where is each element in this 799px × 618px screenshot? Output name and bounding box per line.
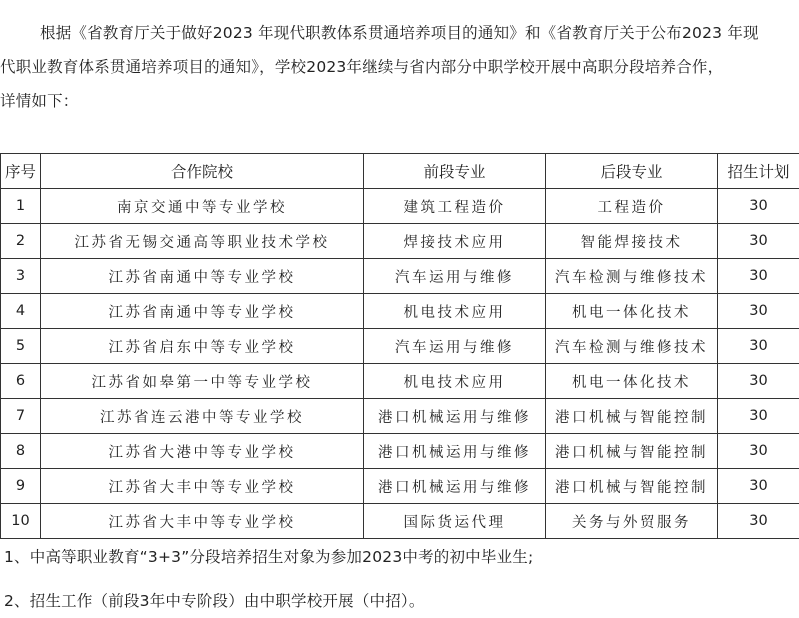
cell-school: 江苏省如皋第一中等专业学校 xyxy=(41,364,364,399)
intro-line-3: 详情如下： xyxy=(0,92,79,110)
table-row xyxy=(1,434,799,469)
header-back-major: 后段专业 xyxy=(546,154,718,189)
cell-school: 江苏省连云港中等专业学校 xyxy=(41,399,364,434)
cell-school: 江苏省南通中等专业学校 xyxy=(41,294,364,329)
cell-no: 9 xyxy=(1,469,41,504)
cell-front-major: 港口机械运用与维修 xyxy=(364,434,546,469)
cell-plan: 30 xyxy=(718,329,799,364)
cell-no: 7 xyxy=(1,399,41,434)
cell-back-major: 关务与外贸服务 xyxy=(546,504,718,539)
header-front-major: 前段专业 xyxy=(364,154,546,189)
header-school: 合作院校 xyxy=(41,154,364,189)
cell-no: 2 xyxy=(1,224,41,259)
cooperation-table xyxy=(0,153,799,539)
table-row xyxy=(1,224,799,259)
header-no: 序号 xyxy=(1,154,41,189)
cell-no: 8 xyxy=(1,434,41,469)
cell-plan: 30 xyxy=(718,224,799,259)
cell-plan: 30 xyxy=(718,399,799,434)
cell-front-major: 汽车运用与维修 xyxy=(364,329,546,364)
cell-plan: 30 xyxy=(718,259,799,294)
table-row xyxy=(1,329,799,364)
cell-back-major: 机电一体化技术 xyxy=(546,364,718,399)
cell-school: 江苏省南通中等专业学校 xyxy=(41,259,364,294)
cell-school: 江苏省大丰中等专业学校 xyxy=(41,504,364,539)
cell-school: 江苏省大丰中等专业学校 xyxy=(41,469,364,504)
cell-front-major: 建筑工程造价 xyxy=(364,189,546,224)
cell-back-major: 机电一体化技术 xyxy=(546,294,718,329)
cell-plan: 30 xyxy=(718,469,799,504)
cell-plan: 30 xyxy=(718,294,799,329)
cell-school: 南京交通中等专业学校 xyxy=(41,189,364,224)
cell-no: 1 xyxy=(1,189,41,224)
cell-front-major: 港口机械运用与维修 xyxy=(364,399,546,434)
note-1: 1、中高等职业教育“3+3”分段培养招生对象为参加2023中考的初中毕业生; xyxy=(4,548,534,566)
cell-front-major: 焊接技术应用 xyxy=(364,224,546,259)
cell-no: 4 xyxy=(1,294,41,329)
cell-back-major: 工程造价 xyxy=(546,189,718,224)
cell-no: 10 xyxy=(1,504,41,539)
table-row xyxy=(1,504,799,539)
cell-back-major: 港口机械与智能控制 xyxy=(546,469,718,504)
cell-back-major: 汽车检测与维修技术 xyxy=(546,329,718,364)
cell-no: 6 xyxy=(1,364,41,399)
table-row xyxy=(1,259,799,294)
cell-school: 江苏省大港中等专业学校 xyxy=(41,434,364,469)
cell-back-major: 港口机械与智能控制 xyxy=(546,434,718,469)
cell-no: 5 xyxy=(1,329,41,364)
cell-school: 江苏省启东中等专业学校 xyxy=(41,329,364,364)
cell-plan: 30 xyxy=(718,434,799,469)
cell-plan: 30 xyxy=(718,504,799,539)
intro-line-1: 根据《省教育厅关于做好2023 年现代职教体系贯通培养项目的通知》和《省教育厅关于公布2023 年现 xyxy=(40,24,759,42)
cell-front-major: 汽车运用与维修 xyxy=(364,259,546,294)
table-row xyxy=(1,364,799,399)
cell-back-major: 汽车检测与维修技术 xyxy=(546,259,718,294)
table-row xyxy=(1,399,799,434)
note-2: 2、招生工作（前段3年中专阶段）由中职学校开展（中招）。 xyxy=(4,592,425,610)
cell-back-major: 智能焊接技术 xyxy=(546,224,718,259)
cell-school: 江苏省无锡交通高等职业技术学校 xyxy=(41,224,364,259)
table-row xyxy=(1,189,799,224)
table-row xyxy=(1,294,799,329)
cell-back-major: 港口机械与智能控制 xyxy=(546,399,718,434)
cell-plan: 30 xyxy=(718,364,799,399)
cell-front-major: 机电技术应用 xyxy=(364,294,546,329)
cell-front-major: 机电技术应用 xyxy=(364,364,546,399)
header-plan: 招生计划 xyxy=(718,154,799,189)
cell-front-major: 国际货运代理 xyxy=(364,504,546,539)
cell-no: 3 xyxy=(1,259,41,294)
table-header-row xyxy=(1,154,799,189)
intro-paragraph xyxy=(0,16,795,118)
cell-front-major: 港口机械运用与维修 xyxy=(364,469,546,504)
table-row xyxy=(1,469,799,504)
cell-plan: 30 xyxy=(718,189,799,224)
intro-line-2: 代职业教育体系贯通培养项目的通知》，学校2023年继续与省内部分中职学校开展中高职分段培养合作， xyxy=(0,58,724,76)
